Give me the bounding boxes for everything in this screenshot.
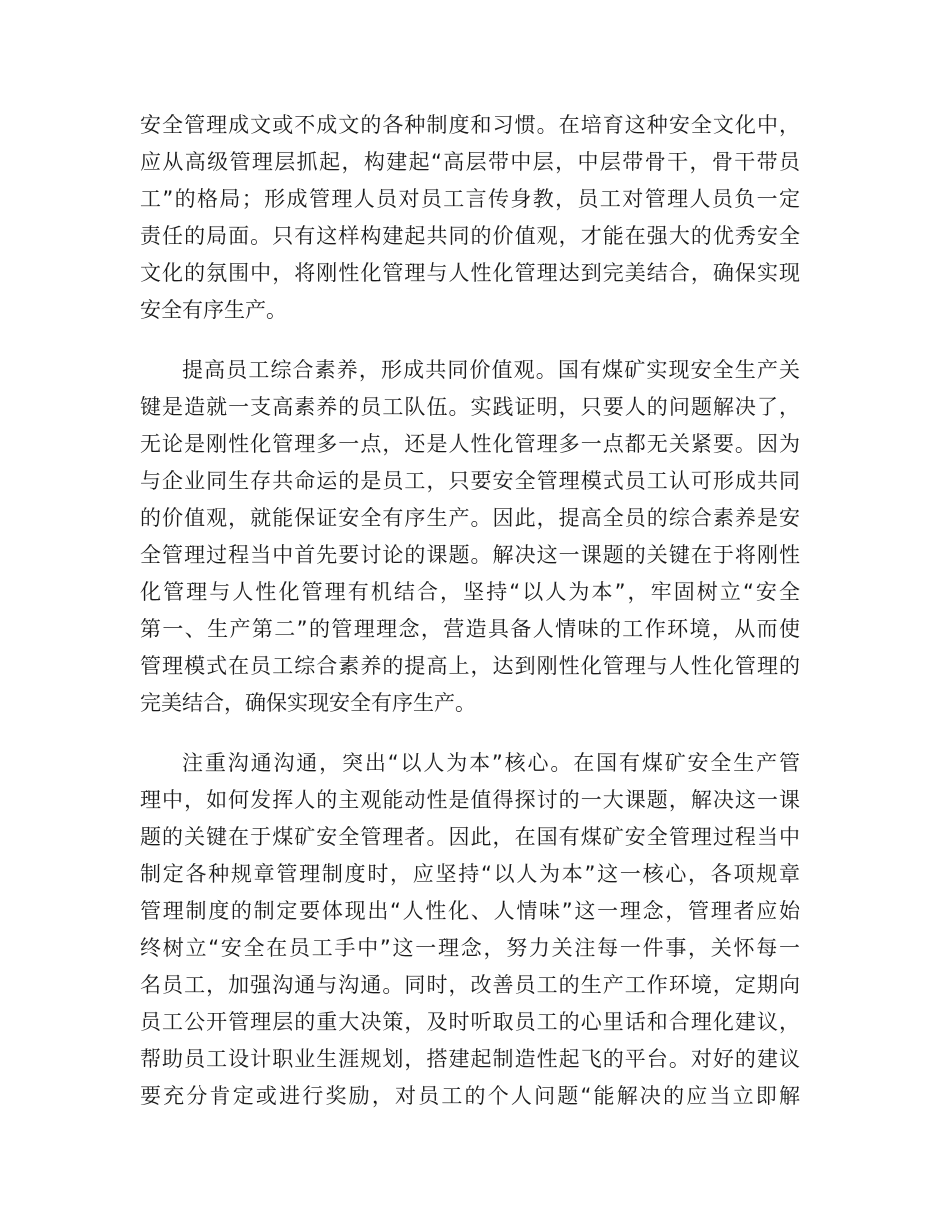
text-line: 全管理过程当中首先要讨论的课题。解决这一课题的关键在于将刚性 (140, 543, 800, 567)
text-line: 的价值观，就能保证安全有序生产。因此，提高全员的综合素养是安 (140, 506, 800, 530)
paragraph-employee-quality (140, 352, 800, 722)
paragraph-safety-culture (140, 107, 800, 329)
text-line: 责任的局面。只有这样构建起共同的价值观，才能在强大的优秀安全 (140, 224, 800, 248)
text-line: 理中，如何发挥人的主观能动性是值得探讨的一大课题，解决这一课 (140, 788, 800, 812)
text-line: 帮助员工设计职业生涯规划，搭建起制造性起飞的平台。对好的建议 (140, 1047, 800, 1071)
text-line: 与企业同生存共命运的是员工，只要安全管理模式员工认可形成共同 (140, 469, 800, 493)
paragraph-communication (140, 745, 800, 1115)
text-line: 员工公开管理层的重大决策，及时听取员工的心里话和合理化建议， (140, 1010, 800, 1034)
text-line: 完美结合，确保实现安全有序生产。 (140, 691, 476, 715)
document-body (140, 107, 800, 1115)
text-line: 无论是刚性化管理多一点，还是人性化管理多一点都无关紧要。因为 (140, 432, 800, 456)
text-line: 文化的氛围中，将刚性化管理与人性化管理达到完美结合，确保实现 (140, 261, 800, 285)
text-line: 管理模式在员工综合素养的提高上，达到刚性化管理与人性化管理的 (140, 654, 800, 678)
text-line: 注重沟通沟通，突出“以人为本”核心。在国有煤矿安全生产管 (182, 751, 800, 775)
text-line: 管理制度的制定要体现出“人性化、人情味”这一理念，管理者应始 (140, 899, 800, 923)
text-line: 工”的格局；形成管理人员对员工言传身教，员工对管理人员负一定 (140, 187, 800, 211)
text-line: 提高员工综合素养，形成共同价值观。国有煤矿实现安全生产关 (182, 358, 800, 382)
text-line: 终树立“安全在员工手中”这一理念，努力关注每一件事，关怀每一 (140, 936, 800, 960)
text-line: 制定各种规章管理制度时，应坚持“以人为本”这一核心，各项规章 (140, 862, 800, 886)
text-line: 第一、生产第二”的管理理念，营造具备人情味的工作环境，从而使 (140, 617, 800, 641)
text-line: 化管理与人性化管理有机结合，坚持“以人为本”，牢固树立“安全 (140, 580, 800, 604)
text-line: 安全管理成文或不成文的各种制度和习惯。在培育这种安全文化中， (140, 113, 800, 137)
text-line: 安全有序生产。 (140, 298, 287, 322)
text-line: 应从高级管理层抓起，构建起“高层带中层，中层带骨干，骨干带员 (140, 150, 800, 174)
text-line: 键是造就一支高素养的员工队伍。实践证明，只要人的问题解决了， (140, 395, 800, 419)
text-line: 要充分肯定或进行奖励，对员工的个人问题“能解决的应当立即解 (140, 1084, 800, 1108)
text-line: 题的关键在于煤矿安全管理者。因此，在国有煤矿安全管理过程当中 (140, 825, 800, 849)
text-line: 名员工，加强沟通与沟通。同时，改善员工的生产工作环境，定期向 (140, 973, 800, 997)
